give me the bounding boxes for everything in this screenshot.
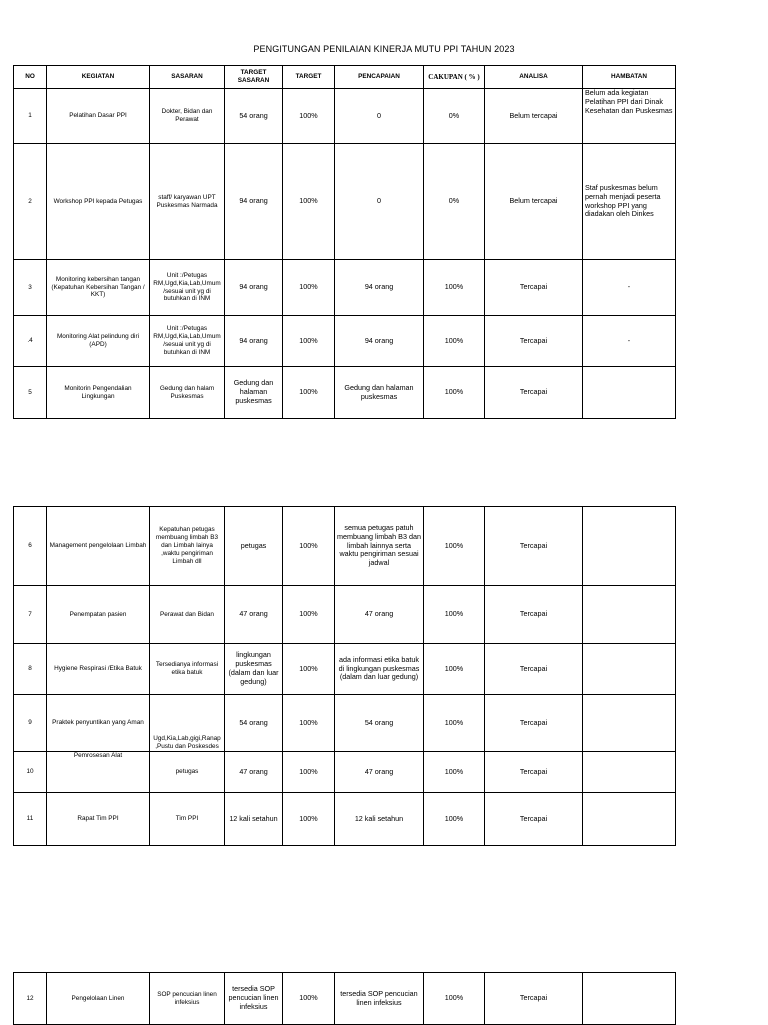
cell-hambatan (583, 695, 676, 752)
cell-analisa: Tercapai (485, 793, 583, 846)
cell-kegiatan: Pelatihan Dasar PPI (47, 89, 150, 144)
table-row (14, 695, 676, 752)
cell-target: 100% (283, 507, 335, 586)
cell-pencapaian: Gedung dan halaman puskesmas (335, 367, 424, 419)
cell-hambatan (583, 367, 676, 419)
cell-no: 10 (14, 752, 47, 793)
cell-analisa: Tercapai (485, 695, 583, 752)
cell-cakupan: 100% (424, 260, 485, 316)
table-row (14, 752, 676, 793)
header-no: NO (14, 66, 47, 89)
cell-cakupan: 100% (424, 316, 485, 367)
cell-cakupan: 100% (424, 973, 485, 1025)
cell-cakupan: 100% (424, 793, 485, 846)
cell-no: 5 (14, 367, 47, 419)
header-pencapaian: PENCAPAIAN (335, 66, 424, 89)
cell-cakupan: 0% (424, 144, 485, 260)
cell-no: 8 (14, 644, 47, 695)
cell-sasaran: Tim PPI (150, 793, 225, 846)
cell-sasaran: petugas (150, 752, 225, 793)
cell-analisa: Tercapai (485, 507, 583, 586)
cell-kegiatan: Pengelolaan Linen (47, 973, 150, 1025)
cell-pencapaian: semua petugas patuh membuang limbah B3 dan limbah lainnya serta waktu pengiriman sesuai jadwal (335, 507, 424, 586)
cell-cakupan: 0% (424, 89, 485, 144)
cell-kegiatan: Hygiene Respirasi /Etika Batuk (47, 644, 150, 695)
cell-analisa: Tercapai (485, 316, 583, 367)
table-row (14, 973, 676, 1025)
cell-pencapaian: ada informasi etika batuk di lingkungan puskesmas (dalam dan luar gedung) (335, 644, 424, 695)
cell-target: 100% (283, 316, 335, 367)
cell-sasaran: Unit :/Petugas RM,Ugd,Kia,Lab,Umum /sesuai unit yg di butuhkan di INM (150, 316, 225, 367)
cell-analisa: Tercapai (485, 586, 583, 644)
table-row (14, 316, 676, 367)
cell-target-sasaran: lingkungan puskesmas (dalam dan luar gedung) (225, 644, 283, 695)
cell-target: 100% (283, 144, 335, 260)
cell-cakupan: 100% (424, 586, 485, 644)
table-row (14, 144, 676, 260)
cell-pencapaian: 0 (335, 89, 424, 144)
cell-no: 2 (14, 144, 47, 260)
cell-analisa: Belum tercapai (485, 89, 583, 144)
cell-target: 100% (283, 644, 335, 695)
cell-target-sasaran: petugas (225, 507, 283, 586)
header-cakupan: CAKUPAN ( % ) (424, 66, 485, 89)
cell-kegiatan: Monitoring Alat pelindung diri (APD) (47, 316, 150, 367)
table-row (14, 367, 676, 419)
cell-hambatan: Belum ada kegiatan Pelatihan PPI dari Dinak Kesehatan dan Puskesmas (583, 89, 676, 144)
cell-target-sasaran: 94 orang (225, 260, 283, 316)
cell-pencapaian: 54 orang (335, 695, 424, 752)
cell-kegiatan: Pemrosesan Alat (47, 752, 150, 793)
cell-cakupan: 100% (424, 752, 485, 793)
cell-sasaran: Dokter, Bidan dan Perawat (150, 89, 225, 144)
cell-hambatan (583, 644, 676, 695)
cell-hambatan: Staf puskesmas belum pernah menjadi peserta workshop PPI yang diadakan oleh Dinkes (583, 144, 676, 260)
kinerja-table-section-2 (13, 506, 676, 846)
cell-target-sasaran: 12 kali setahun (225, 793, 283, 846)
cell-target: 100% (283, 973, 335, 1025)
cell-target-sasaran: 47 orang (225, 586, 283, 644)
cell-kegiatan: Monitorin Pengendalian Lingkungan (47, 367, 150, 419)
cell-hambatan (583, 586, 676, 644)
cell-target: 100% (283, 695, 335, 752)
cell-cakupan: 100% (424, 367, 485, 419)
cell-pencapaian: 0 (335, 144, 424, 260)
cell-no: 6 (14, 507, 47, 586)
cell-no: 12 (14, 973, 47, 1025)
cell-hambatan (583, 793, 676, 846)
cell-sasaran: Ugd,Kia,Lab,gigi,Ranap ,Pustu dan Poskesdes (150, 695, 225, 752)
cell-kegiatan: Monitoring kebersihan tangan (Kepatuhan Kebersihan Tangan / KKT) (47, 260, 150, 316)
header-analisa: ANALISA (485, 66, 583, 89)
cell-sasaran: Perawat dan Bidan (150, 586, 225, 644)
table-row (14, 644, 676, 695)
cell-analisa: Belum tercapai (485, 144, 583, 260)
cell-pencapaian: tersedia SOP pencucian linen infeksius (335, 973, 424, 1025)
cell-no: 3 (14, 260, 47, 316)
table-row (14, 260, 676, 316)
cell-target-sasaran: tersedia SOP pencucian linen infeksius (225, 973, 283, 1025)
cell-hambatan (583, 752, 676, 793)
cell-pencapaian: 94 orang (335, 260, 424, 316)
cell-target-sasaran: 54 orang (225, 89, 283, 144)
table-row (14, 89, 676, 144)
cell-target-sasaran: Gedung dan halaman puskesmas (225, 367, 283, 419)
table-header-row (14, 66, 676, 89)
cell-cakupan: 100% (424, 507, 485, 586)
cell-target-sasaran: 94 orang (225, 144, 283, 260)
cell-target: 100% (283, 793, 335, 846)
cell-sasaran: staff/ karyawan UPT Puskesmas Narmada (150, 144, 225, 260)
cell-target-sasaran: 94 orang (225, 316, 283, 367)
cell-kegiatan: Workshop PPI kepada Petugas (47, 144, 150, 260)
cell-kegiatan: Rapat Tim PPI (47, 793, 150, 846)
cell-pencapaian: 12 kali setahun (335, 793, 424, 846)
cell-analisa: Tercapai (485, 973, 583, 1025)
table-row (14, 586, 676, 644)
cell-target: 100% (283, 89, 335, 144)
cell-sasaran: Unit :/Petugas RM,Ugd,Kia,Lab,Umum /sesuai unit yg di butuhkan di INM (150, 260, 225, 316)
cell-target-sasaran: 47 orang (225, 752, 283, 793)
cell-no: 1 (14, 89, 47, 144)
header-hambatan: HAMBATAN (583, 66, 676, 89)
cell-hambatan (583, 507, 676, 586)
table-row (14, 507, 676, 586)
cell-sasaran: Gedung dan halam Puskesmas (150, 367, 225, 419)
cell-hambatan: - (583, 260, 676, 316)
cell-sasaran: SOP pencucian linen infeksius (150, 973, 225, 1025)
cell-analisa: Tercapai (485, 752, 583, 793)
cell-no: 9 (14, 695, 47, 752)
kinerja-table-section-1 (13, 65, 676, 419)
cell-cakupan: 100% (424, 695, 485, 752)
cell-no: .4 (14, 316, 47, 367)
cell-kegiatan: Penempatan pasien (47, 586, 150, 644)
cell-pencapaian: 47 orang (335, 752, 424, 793)
cell-analisa: Tercapai (485, 367, 583, 419)
page-title: PENGITUNGAN PENILAIAN KINERJA MUTU PPI TAHUN 2023 (253, 44, 515, 54)
cell-analisa: Tercapai (485, 644, 583, 695)
header-sasaran: SASARAN (150, 66, 225, 89)
cell-target: 100% (283, 367, 335, 419)
header-kegiatan: KEGIATAN (47, 66, 150, 89)
cell-pencapaian: 47 orang (335, 586, 424, 644)
header-target-sasaran: TARGET SASARAN (225, 66, 283, 89)
table-row (14, 793, 676, 846)
cell-target: 100% (283, 586, 335, 644)
cell-target-sasaran: 54 orang (225, 695, 283, 752)
cell-target: 100% (283, 752, 335, 793)
cell-sasaran: Kepatuhan petugas membuang limbah B3 dan Limbah lainya ,waktu pengiriman Limbah dll (150, 507, 225, 586)
kinerja-table-section-3 (13, 972, 676, 1025)
cell-cakupan: 100% (424, 644, 485, 695)
cell-target: 100% (283, 260, 335, 316)
cell-pencapaian: 94 orang (335, 316, 424, 367)
cell-kegiatan: Management pengelolaan Limbah (47, 507, 150, 586)
cell-analisa: Tercapai (485, 260, 583, 316)
cell-hambatan: - (583, 316, 676, 367)
cell-sasaran: Tersedianya informasi etika batuk (150, 644, 225, 695)
cell-no: 7 (14, 586, 47, 644)
cell-kegiatan: Praktek penyuntikan yang Aman (47, 695, 150, 752)
cell-no: 11 (14, 793, 47, 846)
cell-hambatan (583, 973, 676, 1025)
header-target: TARGET (283, 66, 335, 89)
